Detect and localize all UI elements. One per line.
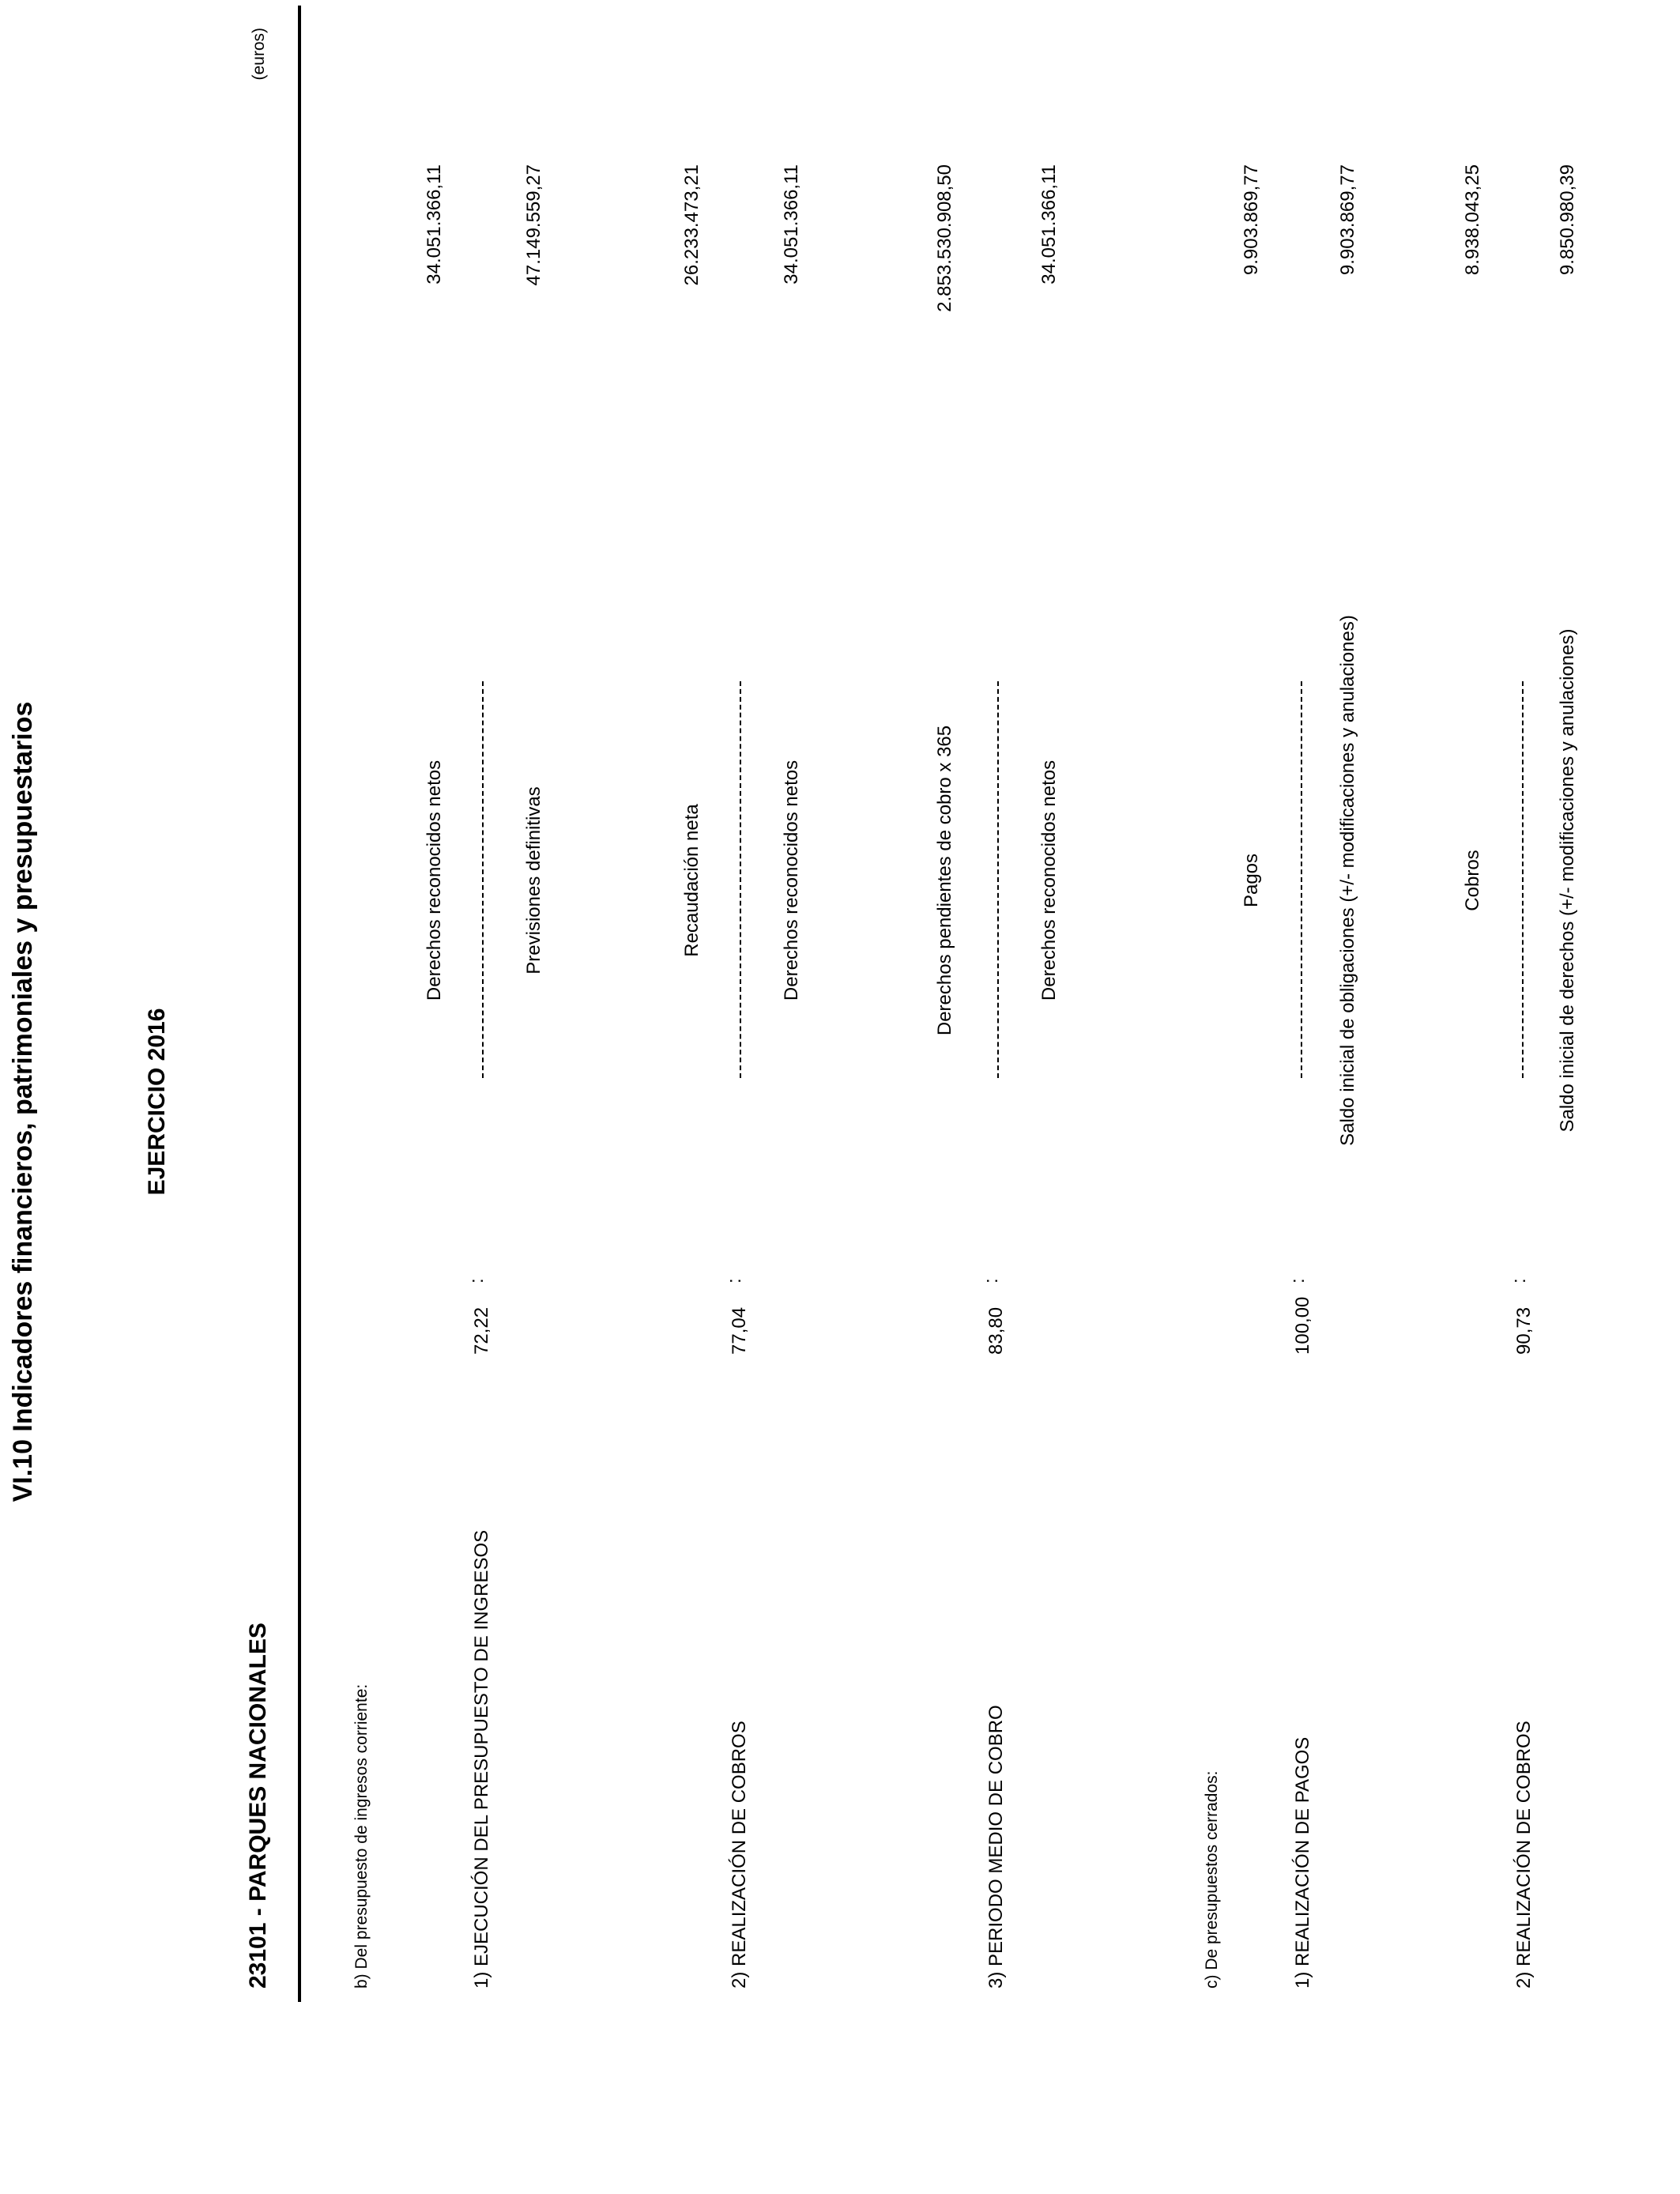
indicator-label: 1) REALIZACIÓN DE PAGOS bbox=[1292, 1736, 1313, 1989]
fraction-line bbox=[740, 681, 741, 1078]
numerator-value: 26.233.473,21 bbox=[681, 164, 703, 286]
section-b-heading: b) Del presupuesto de ingresos corriente: bbox=[352, 1683, 371, 1989]
numerator-value: 8.938.043,25 bbox=[1462, 164, 1483, 276]
indicator-denominator: Saldo inicial de obligaciones (+/- modificaciones y anulaciones) bbox=[1337, 615, 1358, 1146]
report-title: VI.10 Indicadores financieros, patrimoniales y presupuestarios bbox=[8, 701, 38, 1502]
indicator-label: 2) REALIZACIÓN DE COBROS bbox=[729, 1721, 750, 1989]
indicator-denominator: Derechos reconocidos netos bbox=[1038, 760, 1060, 1001]
indicator-numerator: Derechos reconocidos netos bbox=[424, 760, 445, 1001]
ratio-colon: : bbox=[724, 1278, 745, 1284]
fraction-line bbox=[482, 681, 484, 1078]
indicator-label: 1) EJECUCIÓN DEL PRESUPUESTO DE INGRESOS bbox=[471, 1529, 492, 1989]
indicator-result: 72,22 bbox=[471, 1306, 492, 1355]
numerator-value: 9.903.869,77 bbox=[1241, 164, 1262, 276]
fraction-line bbox=[997, 681, 999, 1078]
fraction-line bbox=[1522, 681, 1524, 1078]
indicator-numerator: Derechos pendientes de cobro x 365 bbox=[934, 725, 955, 1036]
entity-heading: 23101 - PARQUES NACIONALES bbox=[245, 1623, 271, 1989]
exercise-heading: EJERCICIO 2016 bbox=[144, 1008, 170, 1196]
indicator-numerator: Pagos bbox=[1241, 853, 1262, 908]
denominator-value: 9.850.980,39 bbox=[1557, 164, 1578, 276]
indicator-result: 90,73 bbox=[1513, 1306, 1535, 1355]
numerator-value: 2.853.530.908,50 bbox=[934, 164, 955, 312]
denominator-value: 34.051.366,11 bbox=[1038, 164, 1060, 285]
units-label: (euros) bbox=[250, 28, 268, 81]
header-rule bbox=[298, 6, 301, 2002]
indicator-denominator: Previsiones definitivas bbox=[523, 786, 544, 974]
indicator-label: 2) REALIZACIÓN DE COBROS bbox=[1513, 1721, 1535, 1989]
ratio-colon: : bbox=[466, 1278, 488, 1284]
indicator-denominator: Saldo inicial de derechos (+/- modificaciones y anulaciones) bbox=[1557, 628, 1578, 1133]
denominator-value: 47.149.559,27 bbox=[523, 164, 544, 286]
denominator-value: 34.051.366,11 bbox=[781, 164, 802, 285]
indicator-numerator: Recaudación neta bbox=[681, 804, 703, 957]
denominator-value: 9.903.869,77 bbox=[1337, 164, 1358, 276]
ratio-colon: : bbox=[1509, 1278, 1530, 1284]
indicator-denominator: Derechos reconocidos netos bbox=[781, 760, 802, 1001]
ratio-colon: : bbox=[1287, 1278, 1309, 1284]
indicator-numerator: Cobros bbox=[1462, 850, 1483, 911]
fraction-line bbox=[1301, 681, 1302, 1078]
section-c-heading: c) De presupuestos cerrados: bbox=[1203, 1770, 1221, 1989]
indicator-result: 83,80 bbox=[985, 1306, 1007, 1355]
ratio-colon: : bbox=[981, 1278, 1002, 1284]
numerator-value: 34.051.366,11 bbox=[424, 164, 445, 285]
indicator-label: 3) PERIODO MEDIO DE COBRO bbox=[985, 1705, 1007, 1989]
indicator-result: 100,00 bbox=[1292, 1296, 1313, 1355]
indicator-result: 77,04 bbox=[729, 1306, 750, 1355]
